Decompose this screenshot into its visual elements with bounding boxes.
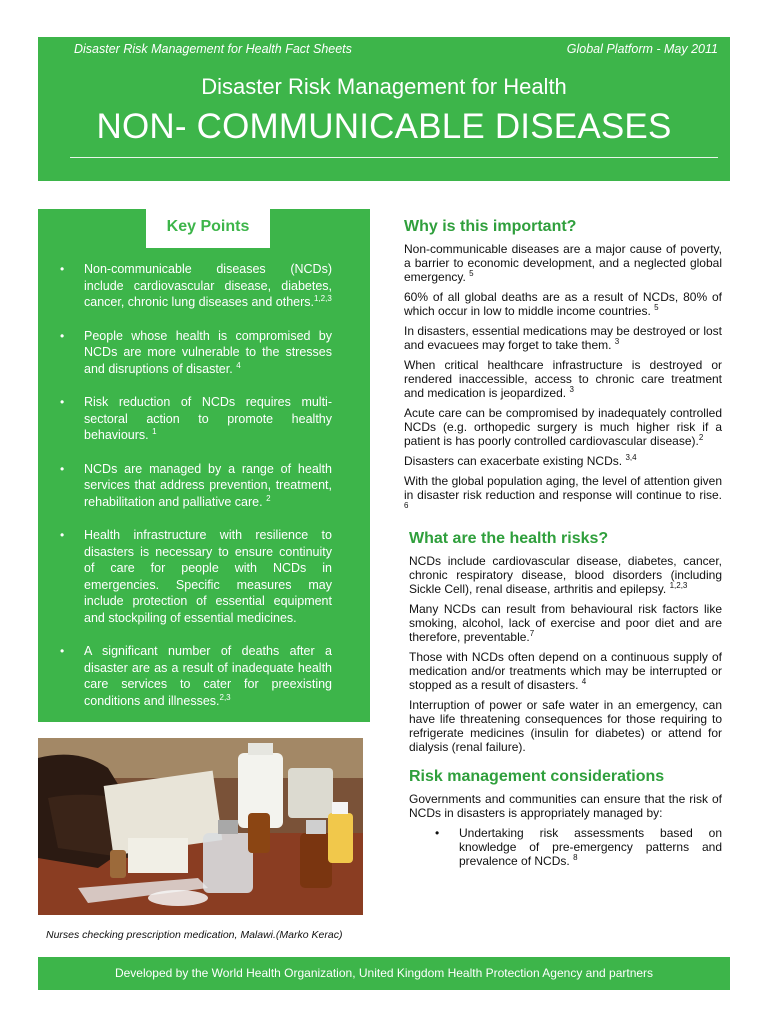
why-paragraph: Non-communicable diseases are a major cause of poverty, a barrier to economic development, and a neglected global emergency. $^5$ [404,242,722,284]
key-points-box [38,209,370,722]
risk-management-item: • Undertaking risk assessments based on knowledge of pre-emergency patterns and prevalence of NCDs. $^8$ [435,826,722,868]
footer-text: Developed by the World Health Organization, United Kingdom Health Protection Agency and partners [114,966,654,980]
medication-photo [38,738,363,915]
risk-paragraph: NCDs include cardiovascular disease, diabetes, cancer, chronic respiratory disease, blood disorders (including Sickle Cell), renal disease, arthritis and epilepsy. $^{1,2,3}$ [409,554,722,596]
key-point-item: • A significant number of deaths after a disaster are as a result of inadequate health care services to cater for preexisting conditions and illnesses.$^{2,3}$ [60,644,332,708]
key-point-item: • Health infrastructure with resilience to disasters is necessary to ensure continuity of care for people with NCDs in emergencies. Specific measures may include protection of essential equipment and stockpiling of essential medicines. [60,528,332,625]
medication-photo-illustration [38,738,363,915]
key-points-list [38,261,370,726]
health-risks-section [409,554,722,868]
platform-date: Global Platform - May 2011 [566,42,718,56]
header-divider [70,157,718,158]
key-point-item: • People whose health is compromised by NCDs are more vulnerable to the stresses and disruptions of disaster. $^4$ [60,328,332,376]
why-paragraph: With the global population aging, the level of attention given in disaster risk reduction and response will continue to rise. $^6$ [404,474,722,510]
series-title: Disaster Risk Management for Health Fact Sheets [74,42,352,56]
document-title: NON- COMMUNICABLE DISEASES [96,107,672,146]
document-subtitle: Disaster Risk Management for Health [201,74,567,99]
photo-caption: Nurses checking prescription medication, Malawi.(Marko Kerac) [46,929,343,941]
why-paragraph: When critical healthcare infrastructure is destroyed or rendered inaccessible, access to chronic care treatment and medication is jeopardized. $^3$ [404,358,722,400]
header-banner [38,37,730,181]
risk-management-heading: Risk management considerations [409,768,665,785]
right-column [404,218,722,868]
footer-banner [38,957,730,990]
health-risks-heading: What are the health risks? [409,530,609,547]
risk-paragraph: Those with NCDs often depend on a continuous supply of medication and/or treatments which may be interrupted or stopped as a result of disasters. $^4$ [409,650,722,692]
why-paragraph: In disasters, essential medications may be destroyed or lost and evacuees may forget to take them. $^3$ [404,324,722,352]
key-point-item: • Risk reduction of NCDs requires multi-sectoral action to promote healthy behaviours. $^1$ [60,395,332,442]
why-paragraph: 60% of all global deaths are as a result of NCDs, 80% of which occur in low to middle income countries. $^5$ [404,290,722,318]
key-point-item: • NCDs are managed by a range of health services that address prevention, treatment, rehabilitation and palliative care. $^2$ [60,461,332,509]
key-point-item: • Non-communicable diseases (NCDs) include cardiovascular disease, diabetes, cancer, chronic lung diseases and others.$^{1,2,3}$ [60,262,332,309]
risk-paragraph: Many NCDs can result from behavioural risk factors like smoking, alcohol, lack of exercise and poor diet and are therefore, preventable.$^7$ [409,602,722,644]
why-paragraph: Disasters can exacerbate existing NCDs. $^{3,4}$ [404,453,637,468]
why-paragraph: Acute care can be compromised by inadequately controlled NCDs (e.g. orthopedic surgery is much higher risk if a patient is has poorly controlled cardiovascular disease).$^2$ [404,406,722,448]
risk-management-list [409,826,722,868]
why-heading: Why is this important? [404,218,577,235]
key-points-heading: Key Points [146,209,270,248]
risk-paragraph: Interruption of power or safe water in an emergency, can have life threatening consequences for those requiring to refrigerate medicines (insulin for diabetes) or attend for dialysis (renal failure). [409,698,722,754]
header-topline [74,42,718,56]
risk-management-intro: Governments and communities can ensure that the risk of NCDs in disasters is appropriately managed by: [409,792,722,820]
